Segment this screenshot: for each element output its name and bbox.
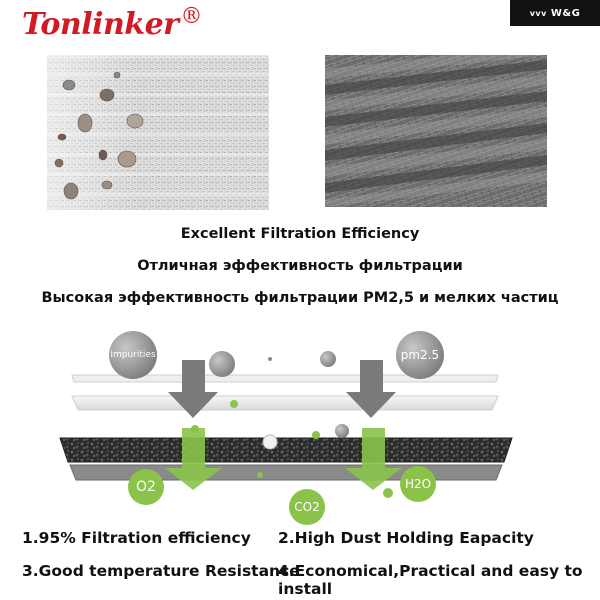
impurities-label: Impurities xyxy=(110,350,156,360)
badge-glyph: vvv xyxy=(529,8,547,18)
dust-particle xyxy=(263,435,277,449)
green-particle xyxy=(191,425,199,433)
brand-badge xyxy=(510,0,600,26)
feature-4: 4.Economical,Practical and easy to install xyxy=(278,562,583,598)
green-particle xyxy=(257,472,263,478)
filter-media-dust-photo xyxy=(47,55,269,210)
feature-2: 2.High Dust Holding Eapacity xyxy=(278,529,534,547)
co2-label: CO2 xyxy=(294,500,320,514)
carbon-fiber-photo xyxy=(325,55,547,207)
green-particle xyxy=(312,431,320,439)
feature-1: 1.95% Filtration efficiency xyxy=(22,529,251,547)
h2o-label: H2O xyxy=(404,477,432,491)
pm25-label: pm2.5 xyxy=(400,348,440,362)
dust-particle xyxy=(209,351,235,377)
heading-en: Excellent Filtration Efficiency xyxy=(180,226,420,242)
brand-name: Tonlinker xyxy=(22,7,179,42)
heading-ru-2: Высокая эффективность фильтрации PM2,5 и мелких частиц xyxy=(41,290,559,306)
green-particle xyxy=(230,400,238,408)
heading-ru-1: Отличная эффективность фильтрации xyxy=(137,258,463,274)
green-particle xyxy=(383,488,393,498)
carbon-layer xyxy=(60,438,512,462)
badge-label: W&G xyxy=(550,7,581,19)
dust-particle xyxy=(320,351,336,367)
dust-particle xyxy=(335,424,349,438)
o2-label: O2 xyxy=(136,479,156,495)
feature-3: 3.Good temperature Resistance xyxy=(22,562,300,580)
brand-logo xyxy=(22,4,202,42)
filter-layer-2 xyxy=(72,396,498,410)
registered-mark: ® xyxy=(180,4,202,29)
dust-particle xyxy=(268,357,272,361)
